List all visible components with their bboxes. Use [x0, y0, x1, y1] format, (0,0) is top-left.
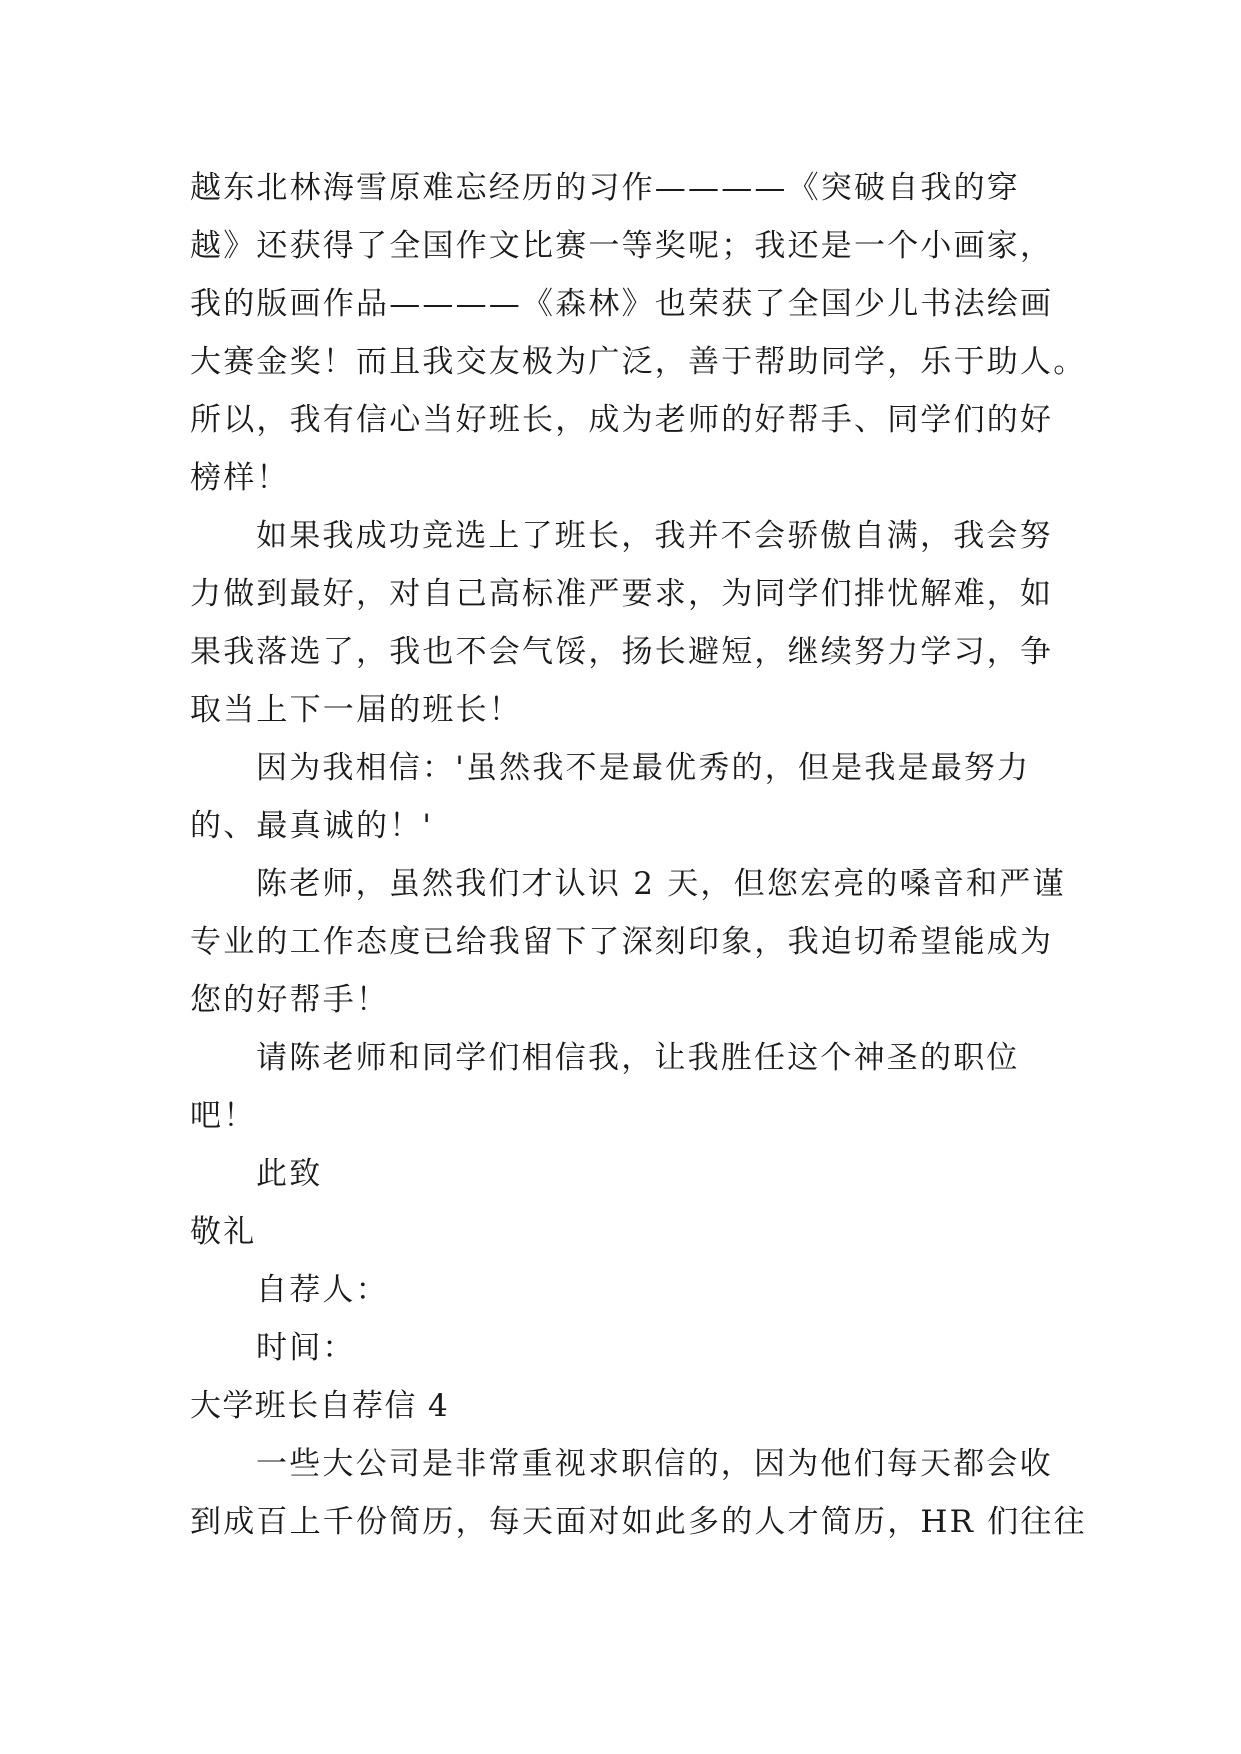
paragraph-first-line: 陈老师，虽然我们才认识 2 天，但您宏亮的嗓音和严谨 — [256, 866, 1066, 902]
text-line: 到成百上千份简历，每天面对如此多的人才简历，HR 们往往 — [190, 1504, 1087, 1540]
text-line: 果我落选了，我也不会气馁，扬长避短，继续努力学习，争 — [190, 634, 1054, 670]
section-title: 大学班长自荐信 4 — [190, 1388, 450, 1424]
text-line: 您的好帮手！ — [190, 982, 390, 1018]
text-line: 榜样！ — [190, 460, 290, 496]
text-line: 大赛金奖！而且我交友极为广泛，善于帮助同学，乐于助人。 — [190, 344, 1087, 380]
closing-regards: 敬礼 — [190, 1214, 257, 1250]
text-line: 专业的工作态度已给我留下了深刻印象，我迫切希望能成为 — [190, 924, 1054, 960]
date-label: 时间： — [256, 1330, 356, 1366]
text-line: 所以，我有信心当好班长，成为老师的好帮手、同学们的好 — [190, 402, 1054, 438]
paragraph-first-line: 如果我成功竞选上了班长，我并不会骄傲自满，我会努 — [256, 518, 1053, 554]
text-line: 越东北林海雪原难忘经历的习作————《突破自我的穿 — [190, 170, 1020, 206]
text-line: 的、最真诚的！' — [190, 808, 434, 844]
text-line: 力做到最好，对自己高标准严要求，为同学们排忧解难，如 — [190, 576, 1054, 612]
paragraph-first-line: 因为我相信：'虽然我不是最优秀的，但是我是最努力 — [256, 750, 1031, 786]
text-line: 越》还获得了全国作文比赛一等奖呢；我还是一个小画家， — [190, 228, 1054, 264]
paragraph-first-line: 请陈老师和同学们相信我，让我胜任这个神圣的职位 — [256, 1040, 1020, 1076]
closing-salutation: 此致 — [256, 1156, 323, 1192]
document-body — [190, 159, 1087, 1551]
text-line: 吧！ — [190, 1098, 257, 1134]
paragraph-first-line: 一些大公司是非常重视求职信的，因为他们每天都会收 — [256, 1446, 1053, 1482]
signature-label: 自荐人： — [256, 1272, 389, 1308]
text-line: 取当上下一届的班长！ — [190, 692, 522, 728]
text-line: 我的版画作品————《森林》也荣获了全国少儿书法绘画 — [190, 286, 1054, 322]
